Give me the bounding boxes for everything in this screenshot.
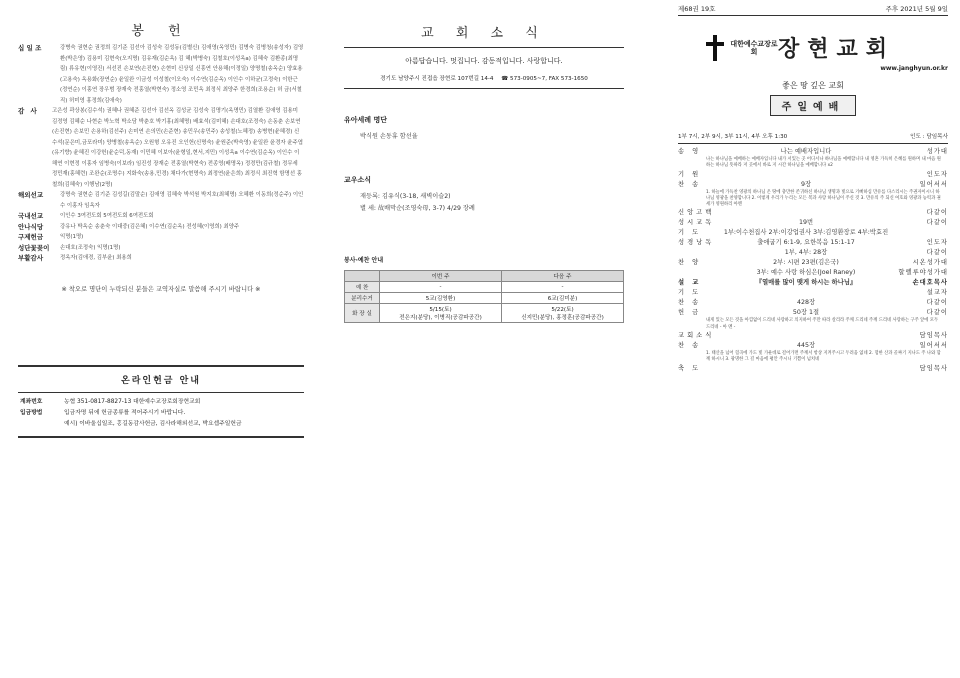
order-content bbox=[716, 208, 896, 218]
order-content: 『열매를 많이 맺게 하시는 하나님』 bbox=[755, 279, 857, 287]
order-role: 손대호목사 bbox=[912, 279, 948, 287]
offering-row bbox=[18, 43, 304, 106]
order-role: 담임목사 bbox=[919, 364, 948, 372]
order-content: 1부, 4부: 28장 bbox=[784, 249, 828, 257]
order-role: 할렐루야성가대 bbox=[898, 269, 948, 277]
order-role: 설교자 bbox=[926, 289, 948, 297]
cross-icon bbox=[706, 35, 724, 61]
order-role: 일어서서 bbox=[919, 342, 948, 350]
order-label: 설 교 bbox=[678, 279, 702, 287]
order-item bbox=[678, 180, 948, 190]
order-item bbox=[678, 218, 948, 228]
offering-names: 고은성 곽상봉(김수석) 권혜나 권혜준 김선아 김선옥 김성균 김성숙 김명기(옥명민) 김열환 김애영 김용미 김정영 김혜순 나현순 박노혁 박소담 박춘호 박기홍(최혜명) 배효석(김미혜) 손대호(조정숙) 손동춘 손보연(손진현) 손보민 손용하(김선주) 손미연 손의민(손준현) 송민우(송민주) 송성철(노혜정) 송병현(윤혜경) 신수석(문은미,금포라미) 양병철(송옥순) 오원형 오유진 오인헌(신명숙) 윤원준(박숙영) 윤일완 윤경자 윤주엽(유기향) 윤혜진 이강헌(윤순덕,동재) 이민혜 이보아(윤형일,현서,지민) 이성옥a 이수연(김순옥) 이인수 이해연 이현정 이홍자 임병숙(이보라) 임진성 장재순 전홍열(박현숙) 전종영(배명옥) 정경만(김규철) 정무세 정민재(홍혜련) 조완순(조명수) 지화숙(송용,민경) 채다가(현명숙) 최정연(윤은희) 최정식 최진혁 함명선 홍철희(김혜숙) 이행남(2명) bbox=[52, 108, 303, 188]
issue-line bbox=[678, 4, 948, 16]
worship-times: 1부 7시, 2부 9시, 3부 11시, 4부 오후 1:30 bbox=[678, 134, 788, 140]
online-offering-box bbox=[18, 365, 304, 438]
order-content: 2부: 시편 23편(김은국) bbox=[773, 259, 839, 267]
offering-names: 익명(1명) bbox=[60, 234, 84, 240]
order-label bbox=[678, 268, 716, 278]
account-row bbox=[18, 397, 304, 408]
order-item bbox=[678, 238, 948, 248]
hymn-lyrics: 1. 태산을 넘어 험곡에 가도 빛 가운데로 걸어가면 주께서 항상 지켜주시고 두려움 없네 2. 험한 산과 골짜기 지나도 주 나와 함께 하시니 3. 광명한 그 길 마음에 평안 주시니 기쁨이 넘치네 bbox=[706, 351, 941, 363]
order-role bbox=[896, 228, 948, 238]
denomination: 대한예수교장로회 bbox=[730, 39, 778, 56]
order-role: 성가대 bbox=[926, 148, 948, 155]
order-item bbox=[678, 364, 948, 374]
sunday-worship-badge: 주일예배 bbox=[770, 95, 856, 116]
order-label: 기 도 bbox=[678, 229, 702, 237]
order-item bbox=[678, 331, 948, 341]
offering-row bbox=[18, 222, 304, 233]
order-content: 출애굽기 6:1-9, 요한복음 15:1-17 bbox=[757, 239, 855, 247]
table-row: 화 장 실 5/15(토) 전은지(분당), 이병직(공감파공간) 5/22(토) 신지민(분당), 홍정훈(공감파공간) bbox=[345, 304, 624, 323]
order-label: 신앙고백 bbox=[678, 209, 715, 217]
member-news-title: 교우소식 bbox=[344, 176, 372, 184]
table-header bbox=[345, 271, 380, 282]
order-label: 헌 금 bbox=[678, 309, 702, 317]
method-label: 입금방법 bbox=[20, 409, 43, 416]
news-title: 교 회 소 식 bbox=[344, 14, 624, 48]
order-content: 50장 1절 bbox=[792, 309, 820, 317]
order-role: 일어서서 bbox=[919, 180, 948, 188]
order-role: 인도자 bbox=[926, 170, 948, 178]
omission-note: ※ 착오로 명단이 누락되신 분들은 교역자실로 말씀해 주시기 바랍니다 ※ bbox=[61, 285, 261, 293]
worship-order bbox=[678, 147, 948, 374]
offering-names: 강유나 박옥순 송춘숙 이대중(김은혜) 이수연(김순옥) 전성혜(이영희) 최양주 bbox=[60, 223, 240, 230]
offering-category: 성단꽃꽂이 bbox=[18, 243, 50, 252]
service-table bbox=[344, 270, 624, 323]
account-label: 계좌번호 bbox=[20, 398, 43, 405]
offering-row bbox=[18, 232, 304, 243]
offering-names: 강명숙 권현순 김기준 김성길(김말순) 김애영 김혜숙 박석원 박지호(최혜명) 오혜환 이동희(정순주) 이인수 이홍자 임옥자 bbox=[60, 192, 304, 209]
order-content bbox=[716, 364, 896, 374]
order-content bbox=[716, 331, 896, 341]
service-title: 봉사·예찬 안내 bbox=[344, 257, 384, 264]
offering-category: 안나식당 bbox=[18, 222, 44, 231]
order-content: 428장 bbox=[796, 299, 816, 307]
member-news-1: 재등록: 김유식(3-18, 새벽이슬2) bbox=[360, 193, 451, 200]
baptism-title: 유아세례 명단 bbox=[344, 116, 388, 124]
member-news-2: 별 세: 故배막순(조영숙母, 3-7) 4/29 장례 bbox=[360, 205, 475, 212]
order-role: 담임목사 bbox=[919, 332, 948, 340]
order-label: 교회소식 bbox=[678, 332, 715, 340]
offering-row bbox=[18, 253, 304, 264]
order-item bbox=[678, 170, 948, 180]
offering-category: 십 일 조 bbox=[18, 44, 42, 52]
baptism-list: 박식원 손동휴 함선율 bbox=[360, 133, 418, 140]
church-logo bbox=[678, 32, 948, 63]
offering-category: 해외선교 bbox=[18, 191, 44, 199]
offering-category: 구제헌금 bbox=[18, 233, 44, 241]
order-label: 성경낭독 bbox=[678, 239, 715, 247]
hymn-lyrics: 나는 하나님을 예배하는 예배자입니다 내가 서있는 곳 어디서나 하나님을 예배합니다 내 영혼 가득히 은혜를 원하며 내 마음 원하는 하나님 뜻따라 저 곳에서 바로 지 시간 하나님을 예배합니다 x2 bbox=[706, 157, 941, 169]
order-label: 송 영 bbox=[678, 148, 702, 155]
church-news-panel bbox=[332, 0, 632, 678]
volume-number: 제68권 19호 bbox=[678, 5, 716, 13]
contact-line bbox=[344, 74, 624, 89]
worship-leader: 인도 : 담임목사 bbox=[910, 134, 948, 140]
order-role: 시온성가대 bbox=[912, 259, 948, 267]
table-header: 이번 주 bbox=[380, 271, 502, 282]
order-role: 다같이 bbox=[926, 209, 948, 217]
order-label: 찬 송 bbox=[678, 342, 702, 350]
order-role: 다같이 bbox=[926, 309, 948, 317]
service-times bbox=[678, 132, 948, 140]
order-item bbox=[678, 208, 948, 218]
method-row bbox=[18, 408, 304, 419]
offering-row bbox=[18, 190, 304, 211]
order-role: 다같이 bbox=[926, 249, 948, 257]
order-role: 다같이 bbox=[926, 219, 948, 227]
order-label: 찬 양 bbox=[678, 259, 702, 267]
website-link[interactable]: www.janghyun.or.kr bbox=[880, 65, 948, 72]
slogan: 좋은 땅 깊은 교회 bbox=[782, 81, 844, 90]
order-content: 1부:이수천집사 2부:이강업권사 3부:김영환장로 4부:박효진 bbox=[723, 229, 889, 237]
table-row: 분리수거 5교(김영환) 6교(김미분) bbox=[345, 293, 624, 304]
order-label bbox=[678, 248, 716, 258]
phone: ☎ 573-0905~7, FAX 573-1650 bbox=[501, 76, 588, 82]
table-row: 예 찬 - - bbox=[345, 282, 624, 293]
order-content: 9장 bbox=[800, 180, 812, 188]
account-number: 농협 351-0817-8827-13 대한예수교장로회장현교회 bbox=[64, 398, 201, 405]
order-item bbox=[678, 268, 948, 278]
hymn-lyrics: 1. 하늘에 가득찬 영광의 하나님 온 땅에 충만한 존귀하신 하나님 생명과 빛으로 기뻐하심 만유를 다스리시는 주권자이시니 하나님 영광을 찬양합니다 2. 이렇게 우리가 누리는 모든 복과 사랑 하나님이 주신 것 3. 만유의 주 되신 여호와 영광과 능력과 권세가 영원하리 아멘 bbox=[706, 189, 941, 208]
order-role: 다같이 bbox=[926, 299, 948, 307]
offering-names: 손대호(조정숙) 익명(1명) bbox=[60, 244, 121, 251]
church-name: 장현교회 bbox=[778, 36, 896, 62]
offering-row bbox=[18, 211, 304, 222]
order-item bbox=[678, 308, 948, 318]
order-content: 19번 bbox=[798, 219, 814, 227]
offering-panel bbox=[0, 0, 318, 678]
order-label: 기 도 bbox=[678, 289, 702, 297]
order-label: 성시교독 bbox=[678, 219, 715, 227]
offering-category: 감 사 bbox=[18, 107, 39, 115]
order-label: 기 원 bbox=[678, 170, 702, 178]
order-item bbox=[678, 278, 948, 288]
offering-names: 강병숙 권현순 권정희 김기준 김선아 김성숙 김성동(김별신) 김애영(옥영민) 김병숙 김병청(송성자) 김영환(박은영) 김용미 김현숙(오지명) 김유재(김순옥) 김 혜(박병숙) 김철호(이성옥a) 김혜숙 김환종(최명림) 류유현(이영진) 서선진 손보연(손진현) 손현미 신상일 신흥연 안용해(이정일) 양명철(송옥순) 양효용(고용숙) 옥용화(장연순) 윤일완 이금성 이성철(이오숙) 이수연(김순옥) 이인수 이하균(고정숙) 이한근(정연순) 이홍연 장우범 장재숙 전홍열(박현숙) 정소영 조민옥 최정식 최양주 한경희(조용순) 허 금(서철직) 허미영 홍정희(김애숙) bbox=[60, 45, 304, 104]
offering-list bbox=[18, 43, 304, 264]
order-item bbox=[678, 341, 948, 351]
hymn-lyrics: 내게 있는 모든 것을 아낌없이 드리네 사랑하고 의지하여 주만 따라 살리라 주께 드리네 주께 드리네 사랑하는 구주 앞에 모두 드리네 - 아 멘 - bbox=[706, 318, 939, 330]
order-item bbox=[678, 147, 948, 157]
order-item bbox=[678, 288, 948, 298]
order-content: 445장 bbox=[796, 342, 816, 350]
address: 경기도 남양주시 진접읍 장현로 107번길 14-4 bbox=[380, 76, 494, 82]
method-text: 입금자명 뒤에 헌금종류를 적어주시기 바랍니다. bbox=[64, 409, 186, 416]
order-content bbox=[716, 288, 896, 298]
issue-date: 주후 2021년 5월 9일 bbox=[885, 5, 948, 13]
offering-title: 봉 헌 bbox=[131, 24, 191, 39]
offering-category: 국내선교 bbox=[18, 212, 44, 220]
order-item bbox=[678, 298, 948, 308]
order-role: 인도자 bbox=[926, 239, 948, 247]
order-item bbox=[678, 228, 948, 238]
order-content bbox=[716, 170, 896, 180]
order-label: 찬 송 bbox=[678, 299, 702, 307]
example-text: 예시) 이바울십일조, 홍길동감사헌금, 김사라해외선교, 박요셉주일헌금 bbox=[64, 420, 242, 427]
offering-names: 이인수 3여전도회 5여전도회 6여전도회 bbox=[60, 213, 154, 219]
order-content: 나는 예배자입니다 bbox=[780, 148, 832, 155]
order-item bbox=[678, 258, 948, 268]
order-label: 축 도 bbox=[678, 364, 702, 372]
order-content: 3부: 예수 사랑 하심은(Joel Raney) bbox=[756, 269, 856, 277]
order-item bbox=[678, 248, 948, 258]
offering-names: 정옥자(김애경, 김부윤) 최용희 bbox=[60, 255, 132, 261]
example-row bbox=[18, 419, 304, 430]
greeting: 아름답습니다. 멋집니다. 감동적입니다. 사랑합니다. bbox=[405, 57, 563, 65]
offering-category: 부활감사 bbox=[18, 254, 44, 262]
online-offering-title: 온라인헌금 안내 bbox=[18, 367, 304, 393]
table-header: 다음 주 bbox=[502, 271, 624, 282]
offering-row bbox=[18, 243, 304, 254]
offering-row bbox=[18, 106, 304, 190]
worship-panel bbox=[668, 0, 960, 678]
order-label: 찬 송 bbox=[678, 180, 702, 188]
